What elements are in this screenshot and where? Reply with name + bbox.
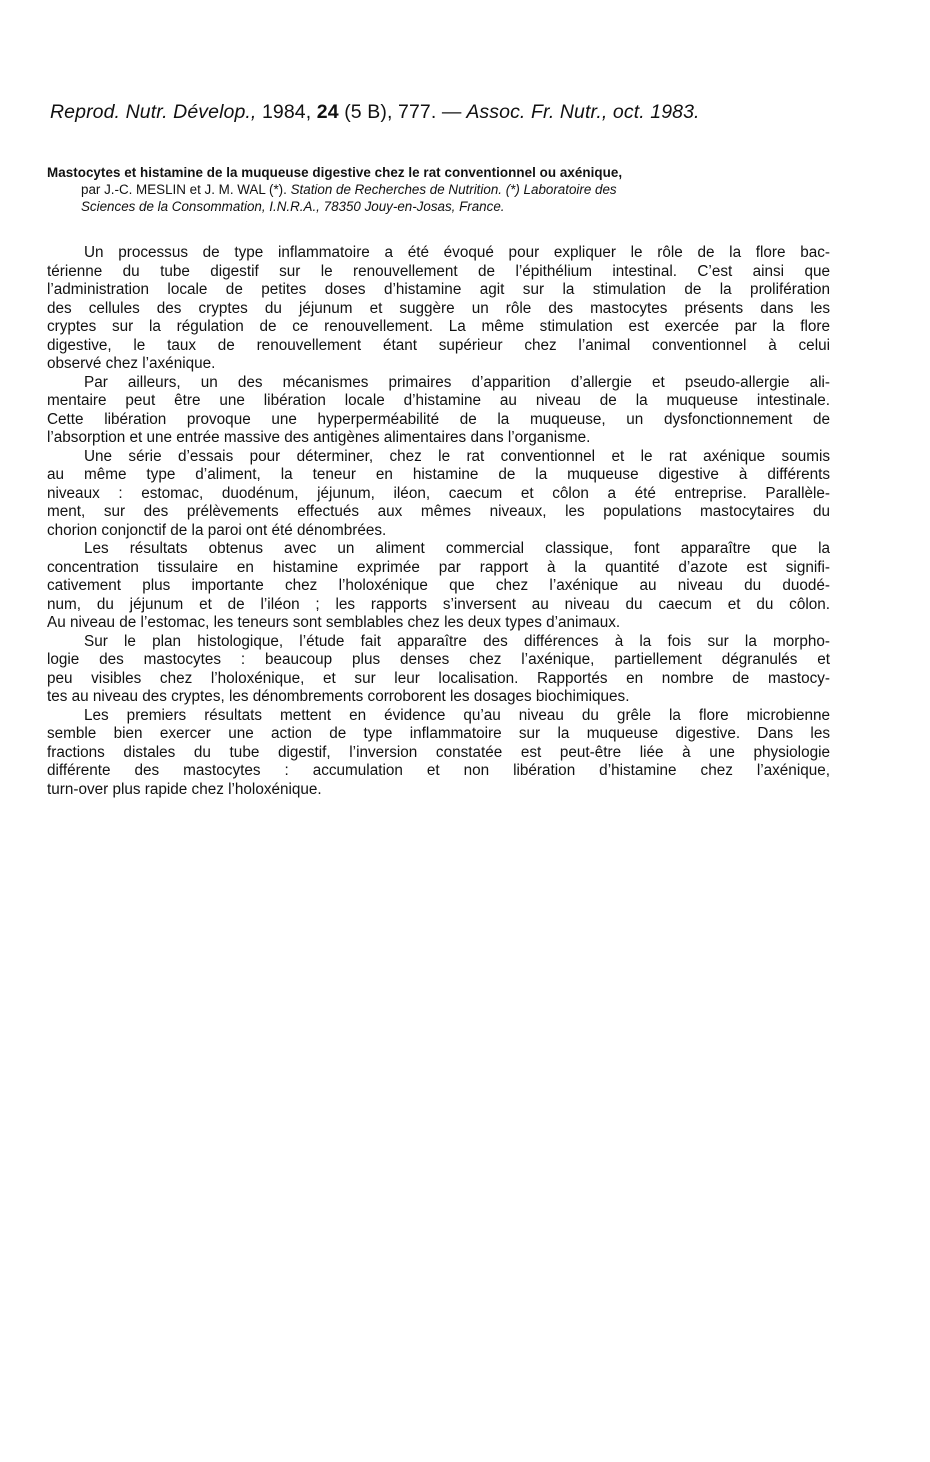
text-line: semble bien exercer une action de type inflammatoire sur la muqueuse digestive. Dans les [47, 725, 830, 742]
text-line: différente des mastocytes : accumulation et non libération d’histamine chez l’axénique, [47, 762, 830, 779]
text-line: Les premiers résultats mettent en évidence qu’au niveau du grêle la flore microbienne [84, 706, 830, 724]
text-line: digestive, le taux de renouvellement étant supérieur chez l’animal conventionnel à celui [47, 336, 830, 354]
affiliation-part-2: Sciences de la Consommation, I.N.R.A., 78350 Jouy-en-Josas, France. [81, 199, 505, 214]
text-line: concentration tissulaire en histamine exprimée par rapport à la quantité d’azote est signifi- [47, 558, 830, 576]
text-line: peu visibles chez l’holoxénique, et sur leur localisation. Rapportés en nombre de mastocy- [47, 669, 830, 687]
text-line: au même type d’aliment, la teneur en histamine de la muqueuse digestive à différents [47, 466, 830, 483]
body-paragraph [47, 540, 830, 633]
text-line: Cette libération provoque une hyperperméabilité de la muqueuse, un dysfonctionnement de [47, 410, 830, 428]
association-meeting: Assoc. Fr. Nutr., oct. 1983. [466, 101, 700, 123]
authors-line [47, 181, 830, 198]
text-line: cryptes sur la régulation de ce renouvellement. La même stimulation est exercée par la flore [47, 318, 830, 335]
body-paragraph [47, 448, 830, 541]
body-paragraph [47, 374, 830, 448]
text-line: tes au niveau des cryptes, les dénombrements corroborent les dosages biochimiques. [47, 688, 630, 705]
text-line: Par ailleurs, un des mécanismes primaires d’apparition d’allergie et pseudo-allergie ali- [84, 373, 830, 391]
article-title: Mastocytes et histamine de la muqueuse digestive chez le rat conventionnel ou axénique, [47, 165, 623, 180]
text-line: chorion conjonctif de la paroi ont été dénombrées. [47, 521, 387, 539]
text-line: mentaire peut être une libération locale d’histamine au niveau de la muqueuse intestinale. [47, 392, 830, 409]
body-paragraph [47, 244, 830, 374]
text-line: térienne du tube digestif sur le renouvellement de l’épithélium intestinal. C’est ainsi que [47, 262, 830, 280]
text-line: Un processus de type inflammatoire a été évoqué pour expliquer le rôle de la flore bac- [84, 244, 830, 261]
text-line: Sur le plan histologique, l’étude fait apparaître des différences à la fois sur la morpho- [84, 632, 830, 650]
text-line: turn-over plus rapide chez l’holoxénique. [47, 780, 322, 798]
text-line: l’administration locale de petites doses d’histamine agit sur la stimulation de la prolifération [47, 281, 830, 298]
text-line: observé chez l’axénique. [47, 355, 216, 372]
text-line: Les résultats obtenus avec un aliment commercial classique, font apparaître que la [84, 540, 830, 557]
text-line: fractions distales du tube digestif, l’inversion constatée est peut-être liée à une physiologie [47, 743, 830, 761]
journal-name: Reprod. Nutr. Dévelop., [50, 101, 257, 123]
journal-volume: 24 [316, 101, 339, 123]
text-line: ment, sur des prélèvements effectués aux mêmes niveaux, les populations mastocytaires du [47, 503, 830, 520]
body-paragraph [47, 633, 830, 707]
affiliation-part-1: Station de Recherches de Nutrition. (*) Laboratoire des [290, 182, 617, 197]
journal-year: 1984, [261, 101, 312, 123]
text-line: Une série d’essais pour déterminer, chez le rat conventionnel et le rat axénique soumis [84, 447, 830, 465]
affiliation-line [47, 198, 830, 215]
authors: par J.-C. MESLIN et J. M. WAL (*). [81, 182, 287, 197]
text-line: cativement plus importante chez l’holoxénique que chez l’axénique au niveau du duodé- [47, 577, 830, 594]
article-body [47, 244, 830, 799]
text-line: l’absorption et une entrée massive des antigènes alimentaires dans l’organisme. [47, 429, 591, 446]
text-line: num, du jéjunum et de l’iléon ; les rapports s’inversent au niveau du caecum et du côlon. [47, 595, 830, 613]
article-heading [47, 164, 830, 215]
text-line: logie des mastocytes : beaucoup plus denses chez l’axénique, partiellement dégranulés et [47, 651, 830, 668]
body-paragraph [47, 707, 830, 800]
text-line: niveaux : estomac, duodénum, jéjunum, iléon, caecum et côlon a été entreprise. Parallèle- [47, 484, 830, 502]
journal-citation-header [50, 101, 700, 124]
text-line: des cellules des cryptes du jéjunum et suggère un rôle des mastocytes présents dans les [47, 299, 830, 317]
text-line: Au niveau de l’estomac, les teneurs sont semblables chez les deux types d’animaux. [47, 614, 621, 631]
journal-issue-page: (5 B), 777. [344, 101, 437, 123]
header-dash: — [441, 101, 462, 123]
